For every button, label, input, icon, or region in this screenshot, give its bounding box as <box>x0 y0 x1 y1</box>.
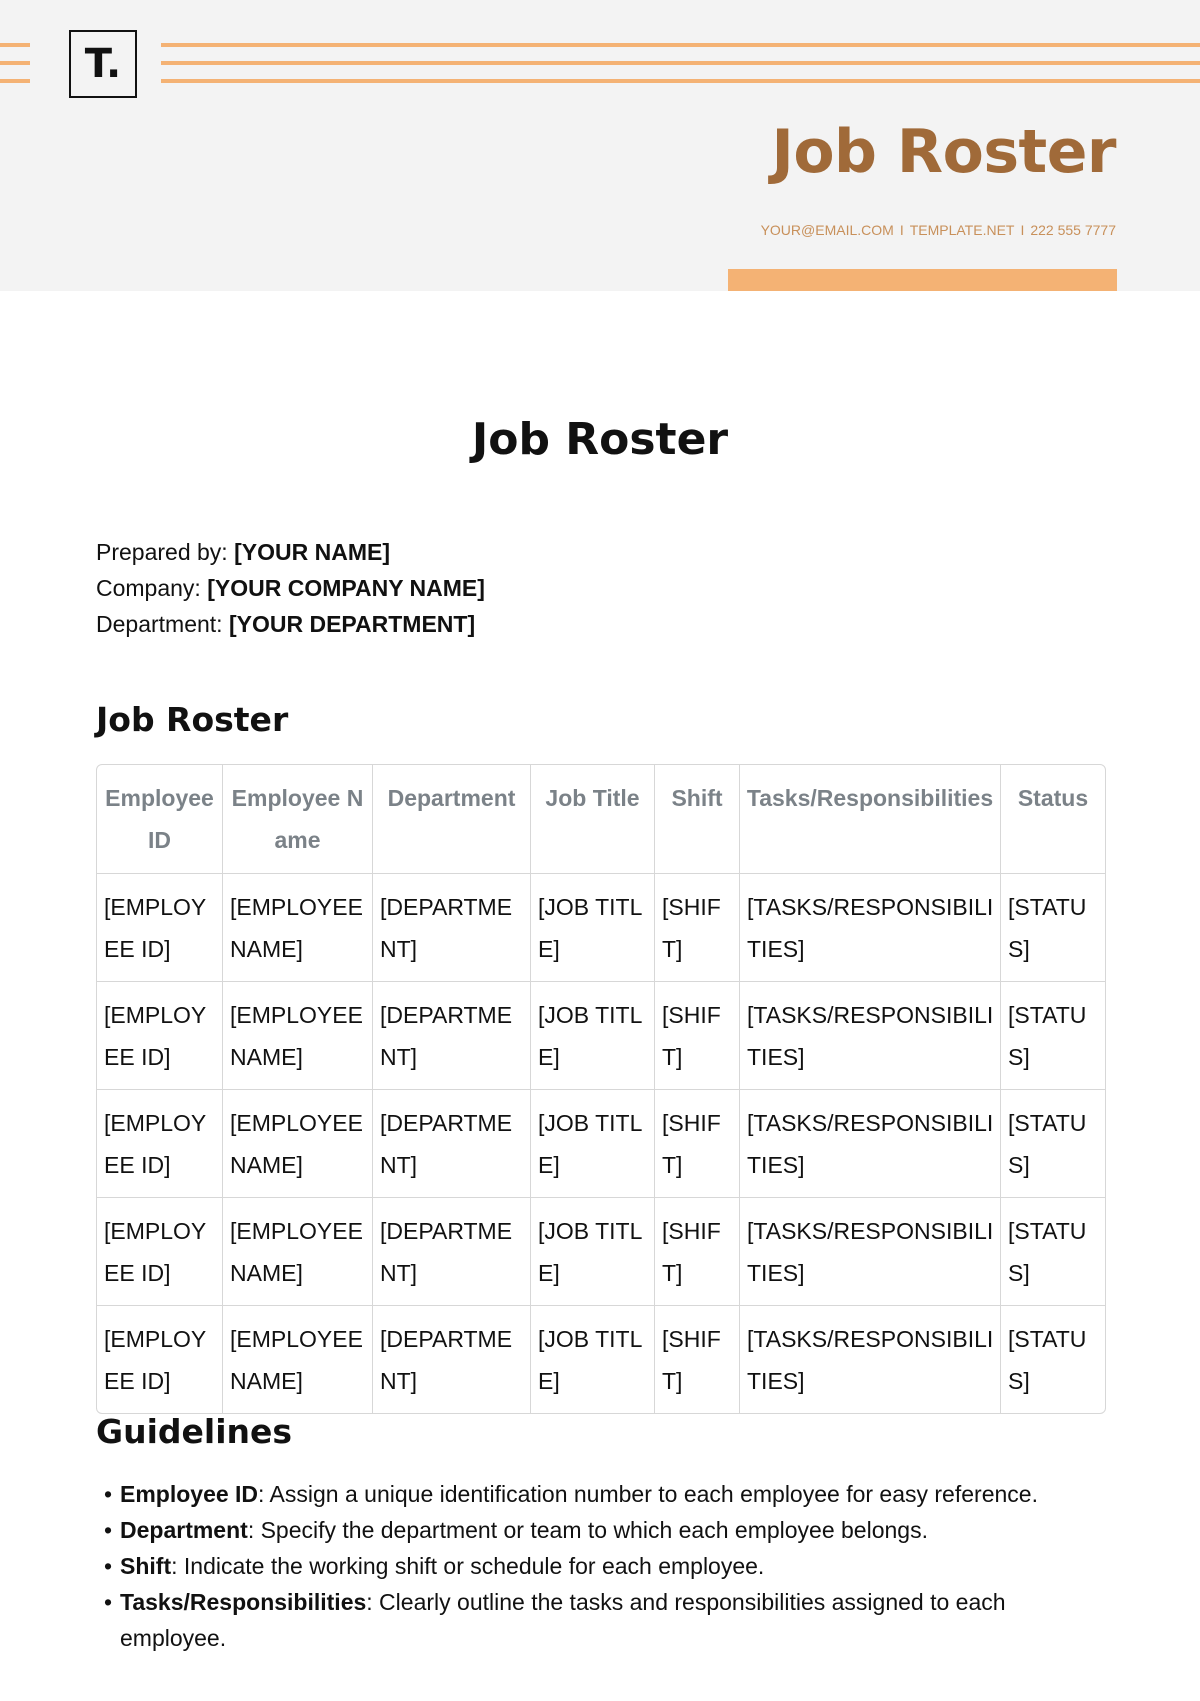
contact-email: YOUR@EMAIL.COM <box>760 222 894 238</box>
cell-employee-name: [EMPLOYEE NAME] <box>223 1198 373 1306</box>
contact-separator: I <box>899 222 904 238</box>
contact-phone: 222 555 7777 <box>1030 222 1116 238</box>
table-row <box>97 874 1105 982</box>
guideline-text: : Clearly outline the tasks and responsibilities assigned to each employee. <box>120 1589 1006 1651</box>
meta-label: Company: <box>96 575 201 601</box>
cell-shift: [SHIFT] <box>655 1306 740 1413</box>
cell-tasks: [TASKS/RESPONSIBILITIES] <box>740 1090 1001 1198</box>
meta-department <box>96 606 485 642</box>
cell-employee-id: [EMPLOYEE ID] <box>97 1198 223 1306</box>
guideline-text: : Indicate the working shift or schedule for each employee. <box>171 1553 765 1579</box>
guideline-term: Employee ID <box>120 1481 259 1507</box>
roster-heading: Job Roster <box>96 700 289 739</box>
contact-separator: I <box>1020 222 1025 238</box>
meta-value: [YOUR NAME] <box>234 539 390 565</box>
table-row <box>97 1090 1105 1198</box>
cell-job-title: [JOB TITLE] <box>531 874 655 982</box>
bullet-icon: • <box>104 1553 113 1579</box>
roster-table <box>96 764 1106 1414</box>
left-stripe-bottom <box>0 79 30 83</box>
header-band <box>0 0 1200 291</box>
cell-shift: [SHIFT] <box>655 874 740 982</box>
cell-department: [DEPARTMENT] <box>373 1090 531 1198</box>
cell-department: [DEPARTMENT] <box>373 1306 531 1413</box>
table-row <box>97 1306 1105 1413</box>
guideline-term: Tasks/Responsibilities <box>120 1589 367 1615</box>
meta-prepared-by <box>96 534 485 570</box>
column-header-tasks: Tasks/Responsibilities <box>740 765 1001 874</box>
cell-job-title: [JOB TITLE] <box>531 982 655 1090</box>
cell-tasks: [TASKS/RESPONSIBILITIES] <box>740 1306 1001 1413</box>
header-accent-bar <box>728 269 1117 291</box>
column-header-status: Status <box>1001 765 1105 874</box>
cell-shift: [SHIFT] <box>655 1090 740 1198</box>
meta-company <box>96 570 485 606</box>
cell-employee-name: [EMPLOYEE NAME] <box>223 874 373 982</box>
column-header-employee-id: Employee ID <box>97 765 223 874</box>
list-item <box>104 1476 1064 1512</box>
left-stripe-middle <box>0 61 30 65</box>
cell-status: [STATUS] <box>1001 1198 1105 1306</box>
table-row <box>97 1198 1105 1306</box>
bullet-icon: • <box>104 1517 113 1543</box>
guidelines-heading: Guidelines <box>96 1412 293 1451</box>
guideline-term: Department <box>120 1517 248 1543</box>
right-stripe-middle <box>161 61 1200 65</box>
guideline-text: : Assign a unique identification number to each employee for easy reference. <box>258 1481 1038 1507</box>
column-header-department: Department <box>373 765 531 874</box>
cell-department: [DEPARTMENT] <box>373 874 531 982</box>
template-logo <box>69 30 137 98</box>
cell-department: [DEPARTMENT] <box>373 982 531 1090</box>
cell-department: [DEPARTMENT] <box>373 1198 531 1306</box>
meta-value: [YOUR COMPANY NAME] <box>207 575 485 601</box>
bullet-icon: • <box>104 1481 113 1507</box>
contact-website: TEMPLATE.NET <box>909 222 1015 238</box>
cell-tasks: [TASKS/RESPONSIBILITIES] <box>740 982 1001 1090</box>
document-meta <box>96 534 485 642</box>
cell-job-title: [JOB TITLE] <box>531 1306 655 1413</box>
cell-employee-name: [EMPLOYEE NAME] <box>223 982 373 1090</box>
left-stripe-top <box>0 43 30 47</box>
cell-employee-id: [EMPLOYEE ID] <box>97 874 223 982</box>
cell-employee-id: [EMPLOYEE ID] <box>97 1090 223 1198</box>
column-header-job-title: Job Title <box>531 765 655 874</box>
bullet-icon: • <box>104 1589 113 1615</box>
header-title: Job Roster <box>771 117 1116 187</box>
meta-label: Department: <box>96 611 223 637</box>
cell-tasks: [TASKS/RESPONSIBILITIES] <box>740 874 1001 982</box>
cell-employee-id: [EMPLOYEE ID] <box>97 982 223 1090</box>
table-header-row <box>97 765 1105 874</box>
cell-shift: [SHIFT] <box>655 1198 740 1306</box>
document-title: Job Roster <box>471 414 729 465</box>
table-row <box>97 982 1105 1090</box>
cell-employee-id: [EMPLOYEE ID] <box>97 1306 223 1413</box>
cell-shift: [SHIFT] <box>655 982 740 1090</box>
guideline-term: Shift <box>120 1553 172 1579</box>
column-header-shift: Shift <box>655 765 740 874</box>
cell-job-title: [JOB TITLE] <box>531 1090 655 1198</box>
list-item <box>104 1548 1064 1584</box>
column-header-employee-name: Employee Name <box>223 765 373 874</box>
cell-tasks: [TASKS/RESPONSIBILITIES] <box>740 1198 1001 1306</box>
cell-employee-name: [EMPLOYEE NAME] <box>223 1090 373 1198</box>
meta-label: Prepared by: <box>96 539 228 565</box>
right-stripe-top <box>161 43 1200 47</box>
guidelines-list <box>104 1476 1064 1656</box>
cell-status: [STATUS] <box>1001 874 1105 982</box>
cell-job-title: [JOB TITLE] <box>531 1198 655 1306</box>
cell-status: [STATUS] <box>1001 982 1105 1090</box>
contact-line <box>761 221 1116 239</box>
right-stripe-bottom <box>161 79 1200 83</box>
guideline-text: : Specify the department or team to which each employee belongs. <box>247 1517 928 1543</box>
logo-text: T. <box>84 41 122 87</box>
meta-value: [YOUR DEPARTMENT] <box>228 611 476 637</box>
cell-status: [STATUS] <box>1008 1326 1087 1394</box>
list-item <box>104 1584 1064 1656</box>
cell-employee-name: [EMPLOYEE NAME] <box>223 1306 373 1413</box>
cell-status: [STATUS] <box>1001 1090 1105 1198</box>
list-item <box>104 1512 1064 1548</box>
